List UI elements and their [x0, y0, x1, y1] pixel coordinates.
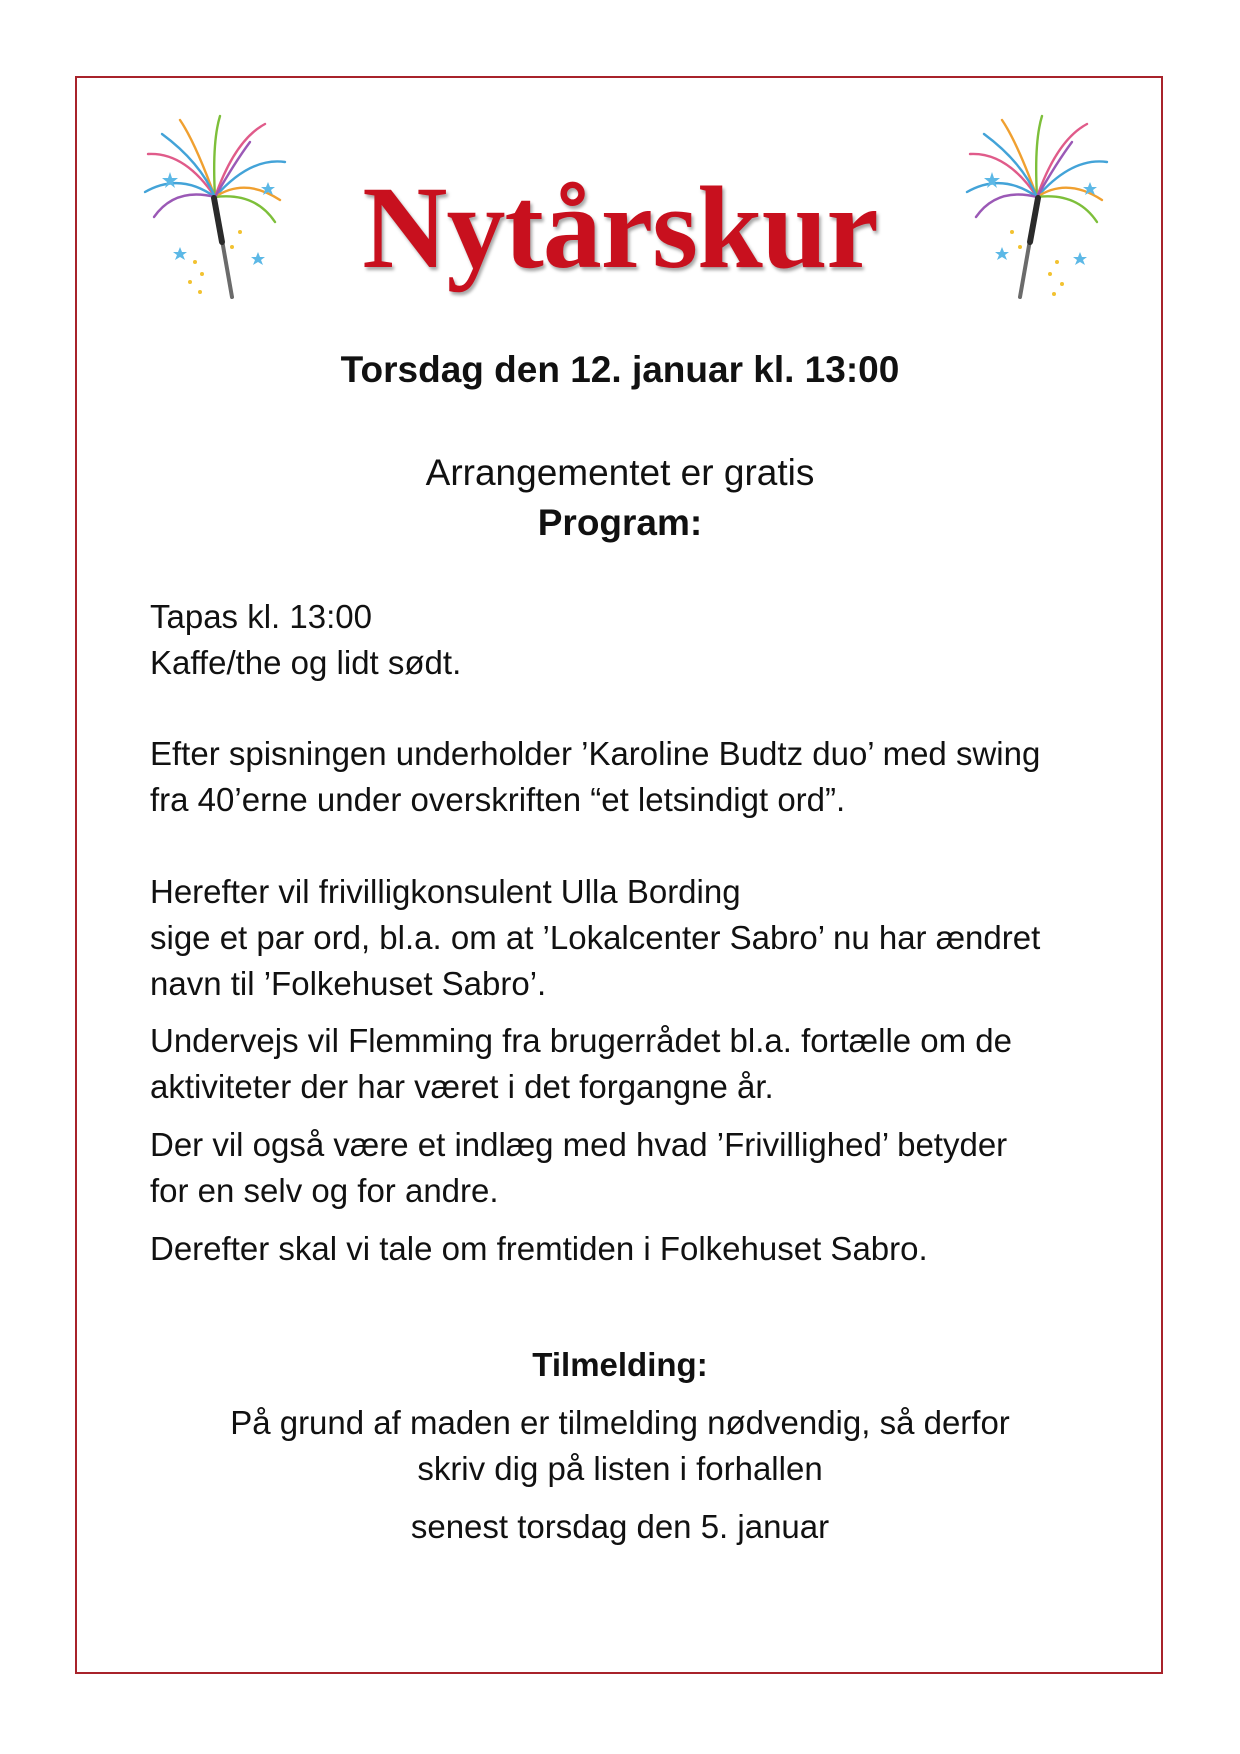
- program-line: fra 40’erne under overskriften “et letsindigt ord”.: [150, 781, 846, 818]
- program-line: navn til ’Folkehuset Sabro’.: [150, 965, 547, 1002]
- program-line: sige et par ord, bl.a. om at ’Lokalcenter Sabro’ nu har ændret: [150, 919, 1041, 956]
- program-line: Undervejs vil Flemming fra brugerrådet bl.a. fortælle om de: [150, 1022, 1013, 1059]
- program-food: [150, 594, 1100, 686]
- program-heading: Program:: [537, 502, 703, 543]
- program-line: Efter spisningen underholder ’Karoline Budtz duo’ med swing: [150, 735, 1041, 772]
- event-date: Torsdag den 12. januar kl. 13:00: [340, 349, 900, 390]
- program-line: Kaffe/the og lidt sødt.: [150, 644, 462, 681]
- registration-line: På grund af maden er tilmelding nødvendig, så derfor: [230, 1404, 1010, 1441]
- program-future: [150, 1226, 1100, 1272]
- program-user-council: [150, 1018, 1100, 1110]
- free-admission-note: Arrangementet er gratis: [425, 452, 815, 493]
- program-line: Der vil også være et indlæg med hvad ’Frivillighed’ betyder: [150, 1126, 1008, 1163]
- program-consultant: [150, 869, 1100, 1007]
- program-line: aktiviteter der har været i det forgangne år.: [150, 1068, 774, 1105]
- program-music: [150, 731, 1100, 823]
- program-line: for en selv og for andre.: [150, 1172, 499, 1209]
- registration-deadline: senest torsdag den 5. januar: [410, 1508, 830, 1545]
- registration-line: skriv dig på listen i forhallen: [417, 1450, 823, 1487]
- program-line: Herefter vil frivilligkonsulent Ulla Bording: [150, 873, 741, 910]
- program-volunteering: [150, 1122, 1100, 1214]
- program-line: Tapas kl. 13:00: [150, 598, 372, 635]
- program-line: Derefter skal vi tale om fremtiden i Folkehuset Sabro.: [150, 1230, 928, 1267]
- registration-heading: Tilmelding:: [532, 1346, 708, 1383]
- page-title: Nytårskur: [362, 162, 878, 293]
